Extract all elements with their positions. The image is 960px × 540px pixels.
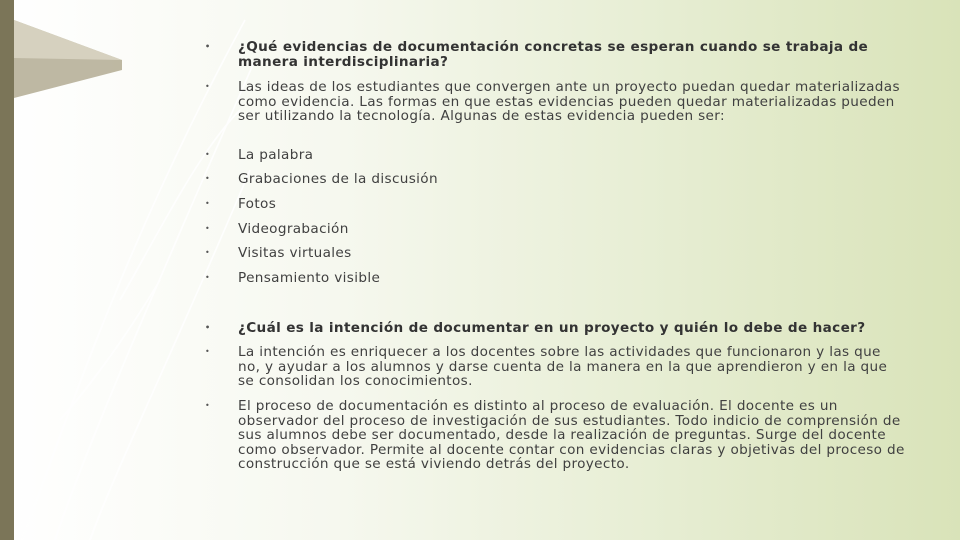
bullet-icon: • xyxy=(205,82,211,91)
list-item xyxy=(205,172,905,187)
bullet-icon: • xyxy=(205,224,211,233)
bullet-icon: • xyxy=(205,174,211,183)
bullet-icon: • xyxy=(205,248,211,257)
answer-paragraph-1-text: Las ideas de los estudiantes que convergen ante un proyecto puedan quedar materializadas como evidencia. Las formas en que estas evidencias pueden quedar materializadas pueden ser utilizando la tecnología. Algunas de estas evidencia pueden ser: xyxy=(238,79,900,124)
answer-paragraph-3-text: El proceso de documentación es distinto al proceso de evaluación. El docente es un observador del proceso de investigación de sus estudiantes. Todo indicio de comprensión de sus alumnos debe ser documentado, desde la realización de preguntas. Surge del docente como observador. Permite al docente contar con evidencias claras y objetivas del proceso de construcción que se está viviendo detrás del proyecto. xyxy=(238,398,905,472)
list-item-text: Pensamiento visible xyxy=(238,270,381,286)
list-item xyxy=(205,271,905,286)
bullet-icon: • xyxy=(205,401,211,410)
list-item-text: Grabaciones de la discusión xyxy=(238,171,438,187)
question-1 xyxy=(205,40,905,69)
answer-paragraph-2-text: La intención es enriquecer a los docentes sobre las actividades que funcionaron y las que no, y ayudar a los alumnos y darse cuenta de la manera en la que aprendieron y en la que se consolidan los conocimientos. xyxy=(238,344,888,389)
bullet-icon: • xyxy=(205,273,211,282)
question-2 xyxy=(205,321,905,336)
bullet-icon: • xyxy=(205,323,211,332)
bullet-icon: • xyxy=(205,150,211,159)
list-item-text: Fotos xyxy=(238,196,277,212)
bullet-icon: • xyxy=(205,199,211,208)
list-item-text: Videograbación xyxy=(238,221,349,237)
list-item xyxy=(205,222,905,237)
list-item-text: La palabra xyxy=(238,147,314,163)
question-2-text: ¿Cuál es la intención de documentar en un proyecto y quién lo debe de hacer? xyxy=(238,320,866,336)
answer-paragraph-3 xyxy=(205,399,905,472)
list-item xyxy=(205,148,905,163)
bullet-icon: • xyxy=(205,42,211,51)
question-1-text: ¿Qué evidencias de documentación concretas se esperan cuando se trabaja de manera interdisciplinaria? xyxy=(238,39,869,70)
bullet-icon: • xyxy=(205,347,211,356)
answer-paragraph-1 xyxy=(205,80,905,124)
list-item xyxy=(205,246,905,261)
list-item-text: Visitas virtuales xyxy=(238,245,352,261)
list-item xyxy=(205,197,905,212)
answer-paragraph-2 xyxy=(205,345,905,389)
